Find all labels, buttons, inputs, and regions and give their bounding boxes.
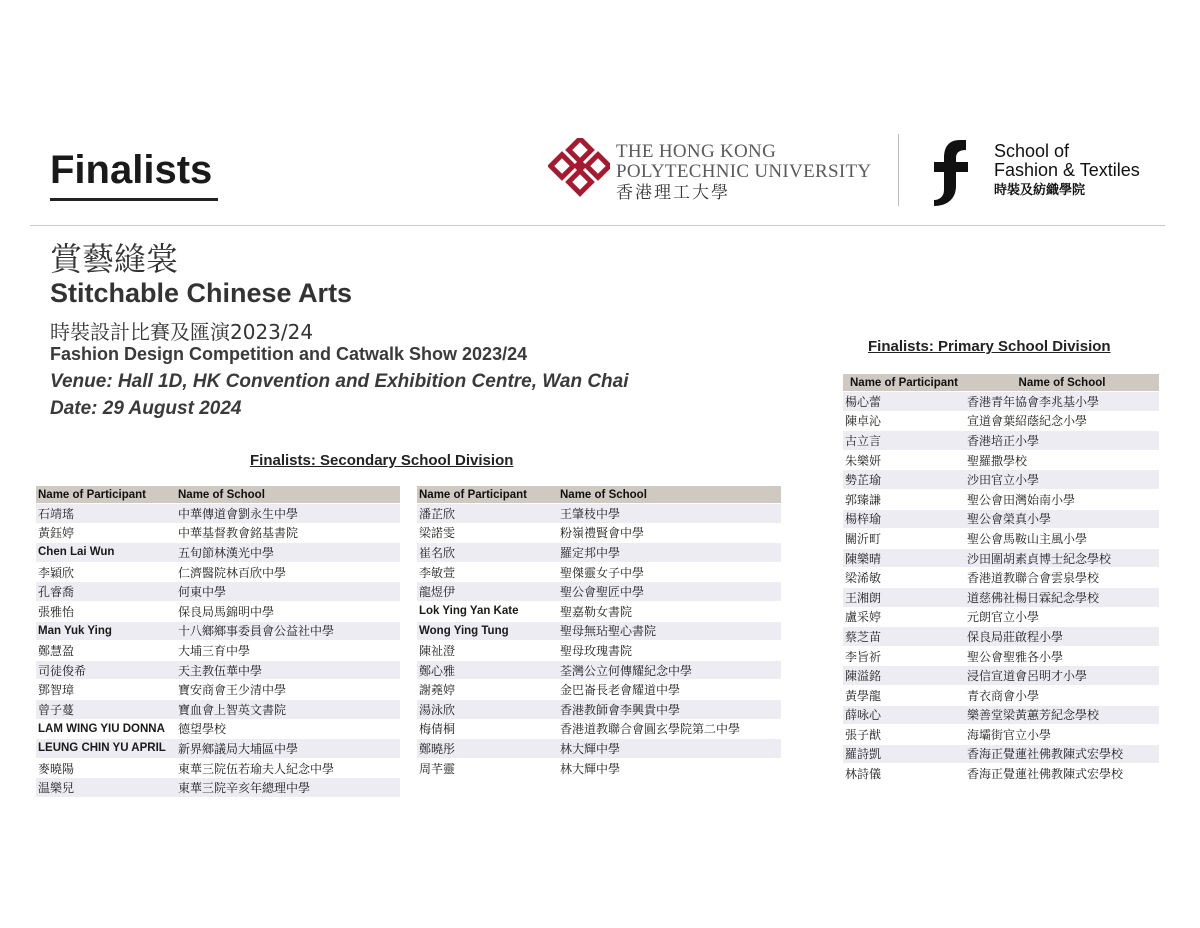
- participant-name: Man Yuk Ying: [36, 621, 176, 641]
- school-name: 海壩街官立小學: [965, 725, 1159, 745]
- event-date: Date: 29 August 2024: [50, 398, 242, 419]
- table-header-row: [417, 486, 781, 504]
- school-name: 仁濟醫院林百欣中學: [176, 562, 400, 582]
- school-name-zh: 時裝及紡織學院: [994, 182, 1086, 197]
- participant-name: 朱樂妍: [843, 450, 965, 470]
- table-row: [36, 680, 400, 700]
- table-row: [36, 582, 400, 602]
- table-header-row: [843, 374, 1159, 392]
- table-row: [36, 758, 400, 778]
- participant-name: 周芊靈: [417, 758, 558, 777]
- table-row: [843, 568, 1159, 588]
- table-row: [417, 621, 781, 641]
- polyu-logo-icon: [548, 138, 610, 200]
- participant-name: Wong Ying Tung: [417, 621, 558, 641]
- school-name: 聖公會馬鞍山主風小學: [965, 529, 1159, 549]
- table-row: [36, 739, 400, 759]
- column-header-participant: Name of Participant: [36, 486, 176, 504]
- participant-name: 李穎欣: [36, 562, 176, 582]
- participant-name: 黃鈺婷: [36, 523, 176, 543]
- table-row: [36, 562, 400, 582]
- table-header-row: [36, 486, 400, 504]
- school-name: 林大輝中學: [558, 758, 781, 777]
- table-row: [843, 725, 1159, 745]
- table-row: [843, 627, 1159, 647]
- participant-name: Lok Ying Yan Kate: [417, 601, 558, 621]
- table-row: [417, 562, 781, 582]
- polyu-name-line1: THE HONG KONG: [616, 141, 777, 162]
- school-name: 聖傑靈女子中學: [558, 562, 781, 582]
- school-name: 聖公會田灣始南小學: [965, 489, 1159, 509]
- polyu-name-line2: POLYTECHNIC UNIVERSITY: [616, 161, 872, 182]
- table-row: [36, 543, 400, 563]
- participant-name: 司徒俊希: [36, 660, 176, 680]
- school-name: 香港道教聯合會雲泉學校: [965, 568, 1159, 588]
- table-row: [843, 685, 1159, 705]
- column-header-school: Name of School: [558, 486, 781, 504]
- participant-name: 鄭心雅: [417, 660, 558, 680]
- table-row: [417, 660, 781, 680]
- table-row: [417, 699, 781, 719]
- participant-name: 湯泳欣: [417, 699, 558, 719]
- school-name: [994, 142, 1140, 200]
- secondary-table-right: [417, 486, 781, 777]
- participant-name: LEUNG CHIN YU APRIL: [36, 739, 176, 759]
- school-name: 東華三院辛亥年總理中學: [176, 778, 400, 797]
- participant-name: 楊心蕾: [843, 392, 965, 412]
- school-name: 宣道會葉紹蔭紀念小學: [965, 411, 1159, 431]
- secondary-table-left: [36, 486, 400, 797]
- school-name: 羅定邦中學: [558, 543, 781, 563]
- school-name: 粉嶺禮賢會中學: [558, 523, 781, 543]
- school-name: 保良局馬錦明中學: [176, 601, 400, 621]
- event-subtitle-zh: 時裝設計比賽及匯演2023/24: [50, 320, 314, 344]
- table-row: [843, 764, 1159, 783]
- school-name-line1: School of: [994, 141, 1070, 161]
- participant-name: 謝蕘婷: [417, 680, 558, 700]
- school-name: 聖母無玷聖心書院: [558, 621, 781, 641]
- table-row: [843, 470, 1159, 490]
- table-row: [417, 719, 781, 739]
- participant-name: 石靖瑤: [36, 504, 176, 524]
- participant-name: 張雅怡: [36, 601, 176, 621]
- participant-name: 陳溢銘: [843, 666, 965, 686]
- school-name: 聖嘉勒女書院: [558, 601, 781, 621]
- school-name: 何東中學: [176, 582, 400, 602]
- participant-name: 梁諾雯: [417, 523, 558, 543]
- table-row: [843, 431, 1159, 451]
- column-header-school: Name of School: [176, 486, 400, 504]
- participant-name: LAM WING YIU DONNA: [36, 719, 176, 739]
- table-row: [843, 489, 1159, 509]
- column-header-participant: Name of Participant: [417, 486, 558, 504]
- table-row: [36, 523, 400, 543]
- polyu-name-zh: 香港理工大學: [616, 183, 730, 202]
- school-name: 聖公會聖匠中學: [558, 582, 781, 602]
- participant-name: 梁浠敏: [843, 568, 965, 588]
- school-name: 香港青年協會李兆基小學: [965, 392, 1159, 412]
- participant-name: 古立言: [843, 431, 965, 451]
- school-name: 天主教伍華中學: [176, 660, 400, 680]
- school-name: 新界鄉議局大埔區中學: [176, 739, 400, 759]
- participant-name: 鄭慧盈: [36, 641, 176, 661]
- school-name: 香港教師會李興貴中學: [558, 699, 781, 719]
- school-name: 林大輝中學: [558, 739, 781, 759]
- table-row: [417, 582, 781, 602]
- participant-name: 曾子蔓: [36, 699, 176, 719]
- participant-name: 梅倩桐: [417, 719, 558, 739]
- table-row: [36, 504, 400, 524]
- table-row: [417, 680, 781, 700]
- school-name: 樂善堂梁黃蕙芳紀念學校: [965, 705, 1159, 725]
- column-header-participant: Name of Participant: [843, 374, 965, 392]
- participant-name: 楊梓瑜: [843, 509, 965, 529]
- school-name: 元朗官立小學: [965, 607, 1159, 627]
- table-row: [843, 705, 1159, 725]
- table-row: [843, 392, 1159, 412]
- school-name: 香海正覺蓮社佛教陳式宏學校: [965, 764, 1159, 783]
- polyu-name: [616, 142, 871, 204]
- table-row: [417, 523, 781, 543]
- logo-bar: [548, 132, 1148, 212]
- table-row: [843, 529, 1159, 549]
- table-row: [843, 548, 1159, 568]
- participant-name: 鄧智璋: [36, 680, 176, 700]
- school-name: 王肇枝中學: [558, 504, 781, 524]
- event-venue: Venue: Hall 1D, HK Convention and Exhibition Centre, Wan Chai: [50, 371, 629, 392]
- participant-name: 崔名欣: [417, 543, 558, 563]
- event-title-en: Stitchable Chinese Arts: [50, 278, 353, 308]
- school-name: 道慈佛社楊日霖紀念學校: [965, 587, 1159, 607]
- table-row: [843, 450, 1159, 470]
- fashion-f-logo-icon: [930, 136, 980, 206]
- school-name: 香港道教聯合會圓玄學院第二中學: [558, 719, 781, 739]
- school-name: 寶安商會王少清中學: [176, 680, 400, 700]
- table-row: [843, 744, 1159, 764]
- participant-name: 陳祉澄: [417, 641, 558, 661]
- table-row: [417, 758, 781, 777]
- participant-name: 龍煜伊: [417, 582, 558, 602]
- table-row: [36, 660, 400, 680]
- school-name: 十八鄉鄉事委員會公益社中學: [176, 621, 400, 641]
- table-row: [843, 509, 1159, 529]
- school-name: 聖公會榮真小學: [965, 509, 1159, 529]
- participant-name: 陳樂晴: [843, 548, 965, 568]
- participant-name: 鄭曉彤: [417, 739, 558, 759]
- logo-divider: [898, 134, 899, 206]
- table-row: [843, 646, 1159, 666]
- school-name: 中華傳道會劉永生中學: [176, 504, 400, 524]
- table-row: [36, 621, 400, 641]
- school-name: 沙田圍胡素貞博士紀念學校: [965, 548, 1159, 568]
- primary-table: [843, 374, 1159, 783]
- school-name: 沙田官立小學: [965, 470, 1159, 490]
- title-underline: [50, 198, 218, 201]
- column-header-school: Name of School: [965, 374, 1159, 392]
- school-name: 保良局莊啟程小學: [965, 627, 1159, 647]
- table-row: [36, 778, 400, 797]
- table-row: [843, 607, 1159, 627]
- school-name: 聖羅撒學校: [965, 450, 1159, 470]
- participant-name: 林詩儀: [843, 764, 965, 783]
- table-row: [417, 601, 781, 621]
- table-row: [417, 504, 781, 524]
- school-name: 青衣商會小學: [965, 685, 1159, 705]
- school-name: 大埔三育中學: [176, 641, 400, 661]
- participant-name: 薛咏心: [843, 705, 965, 725]
- table-row: [417, 543, 781, 563]
- table-row: [417, 641, 781, 661]
- school-name: 寶血會上智英文書院: [176, 699, 400, 719]
- participant-name: 關沂町: [843, 529, 965, 549]
- secondary-division-heading: Finalists: Secondary School Division: [250, 452, 514, 469]
- table-row: [843, 587, 1159, 607]
- participant-name: 蔡芝苗: [843, 627, 965, 647]
- participant-name: 陳卓沁: [843, 411, 965, 431]
- school-name-line2: Fashion & Textiles: [994, 160, 1140, 180]
- school-name: 香港培正小學: [965, 431, 1159, 451]
- participant-name: 麥曉陽: [36, 758, 176, 778]
- page-title: Finalists: [50, 148, 213, 192]
- school-name: 聖公會聖雅各小學: [965, 646, 1159, 666]
- table-row: [36, 641, 400, 661]
- event-subtitle-en: Fashion Design Competition and Catwalk Show 2023/24: [50, 344, 528, 364]
- school-name: 中華基督教會銘基書院: [176, 523, 400, 543]
- participant-name: 黃學龍: [843, 685, 965, 705]
- table-row: [36, 699, 400, 719]
- school-name: 浸信宣道會呂明才小學: [965, 666, 1159, 686]
- school-name: 五旬節林漢光中學: [176, 543, 400, 563]
- participant-name: 李旨祈: [843, 646, 965, 666]
- participant-name: 孔睿喬: [36, 582, 176, 602]
- participant-name: 盧采婷: [843, 607, 965, 627]
- participant-name: Chen Lai Wun: [36, 543, 176, 563]
- header-divider: [30, 225, 1165, 226]
- table-row: [36, 719, 400, 739]
- primary-division-heading: Finalists: Primary School Division: [868, 338, 1111, 355]
- participant-name: 温樂兒: [36, 778, 176, 797]
- participant-name: 王湘朗: [843, 587, 965, 607]
- table-row: [36, 601, 400, 621]
- participant-name: 李敏萱: [417, 562, 558, 582]
- school-name: 香海正覺蓮社佛教陳式宏學校: [965, 744, 1159, 764]
- participant-name: 羅詩凱: [843, 744, 965, 764]
- participant-name: 張子猷: [843, 725, 965, 745]
- table-row: [417, 739, 781, 759]
- table-row: [843, 666, 1159, 686]
- participant-name: 郭臻謙: [843, 489, 965, 509]
- table-row: [843, 411, 1159, 431]
- participant-name: 潘芷欣: [417, 504, 558, 524]
- school-name: 金巴崙長老會耀道中學: [558, 680, 781, 700]
- school-name: 東華三院伍若瑜夫人紀念中學: [176, 758, 400, 778]
- event-title-zh: 賞藝縫裳: [50, 240, 179, 278]
- school-name: 聖母玫瑰書院: [558, 641, 781, 661]
- school-name: 荃灣公立何傳耀紀念中學: [558, 660, 781, 680]
- school-name: 德望學校: [176, 719, 400, 739]
- participant-name: 勢芷瑜: [843, 470, 965, 490]
